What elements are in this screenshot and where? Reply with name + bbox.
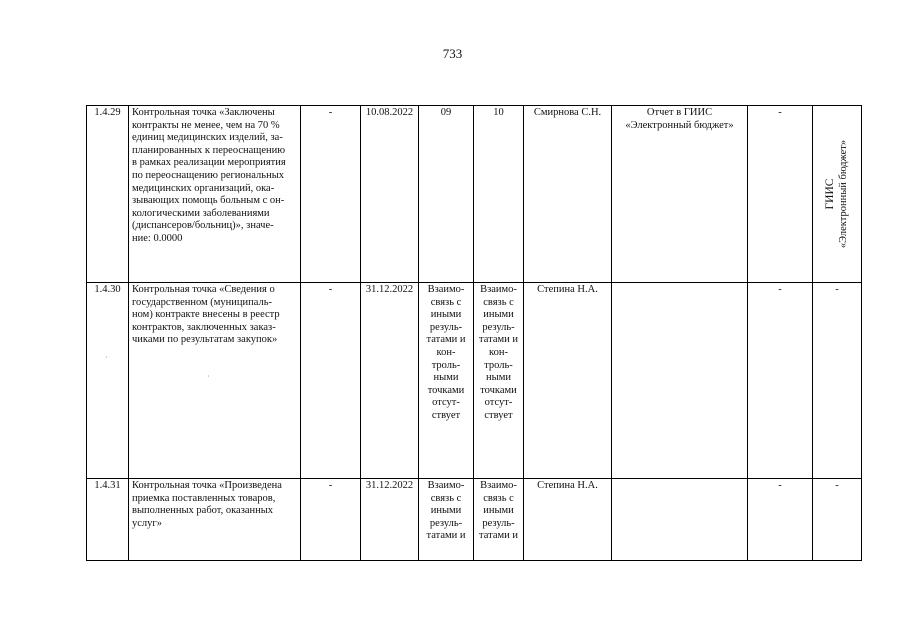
row-start-date: - (301, 479, 361, 561)
row-start-date: - (301, 106, 361, 283)
row-level: - (748, 479, 813, 561)
scan-speck: · (105, 353, 108, 362)
row-description: Контрольная точка «Сведения о государственном (муниципаль- ном) контракте внесены в реестр контрактов, заключенных заказ- чиками по результатам закупок» (129, 283, 301, 479)
row-end-date: 31.12.2022 (361, 479, 419, 561)
row-description: Контрольная точка «Произведена приемка поставленных товаров, выполненных работ, оказанных услуг» (129, 479, 301, 561)
table-row (87, 106, 862, 283)
row-successor: Взаимо- связь с иными резуль- татами и (474, 479, 524, 561)
table-row (87, 283, 862, 479)
row-level: - (748, 106, 813, 283)
row-responsible: Смирнова С.Н. (524, 106, 612, 283)
scan-speck: · (207, 372, 210, 381)
row-system (813, 106, 862, 283)
row-number: 1.4.31 (87, 479, 129, 561)
page-number: 733 (442, 46, 463, 61)
row-system: - (813, 479, 862, 561)
vertical-system-label: ГИИС «Электронный бюджет» (824, 139, 849, 249)
table-row (87, 479, 862, 561)
row-document (612, 479, 748, 561)
row-successor: 10 (474, 106, 524, 283)
row-responsible: Степина Н.А. (524, 283, 612, 479)
row-predecessor: Взаимо- связь с иными резуль- татами и (419, 479, 474, 561)
row-end-date: 31.12.2022 (361, 283, 419, 479)
row-number: 1.4.29 (87, 106, 129, 283)
row-predecessor: Взаимо- связь с иными резуль- татами и кон- троль- ными точками отсут- ствует (419, 283, 474, 479)
row-number: 1.4.30 (87, 283, 129, 479)
row-predecessor: 09 (419, 106, 474, 283)
row-responsible: Степина Н.А. (524, 479, 612, 561)
row-system: - (813, 283, 862, 479)
row-successor: Взаимо- связь с иными резуль- татами и кон- троль- ными точками отсут- ствует (474, 283, 524, 479)
row-end-date: 10.08.2022 (361, 106, 419, 283)
row-level: - (748, 283, 813, 479)
row-document (612, 283, 748, 479)
control-points-table (86, 105, 862, 561)
row-start-date: - (301, 283, 361, 479)
row-document: Отчет в ГИИС «Электронный бюджет» (612, 106, 748, 283)
row-description: Контрольная точка «Заключены контракты не менее, чем на 70 % единиц медицинских изделий, за- планированных к переоснащению в рамках реализации мероприятия по переоснащению региональных медицинских организаций, ока- зывающих помощь больным с он- кологическими заболеваниями (диспансеров/больниц)», значе- ние: 0.0000 (129, 106, 301, 283)
